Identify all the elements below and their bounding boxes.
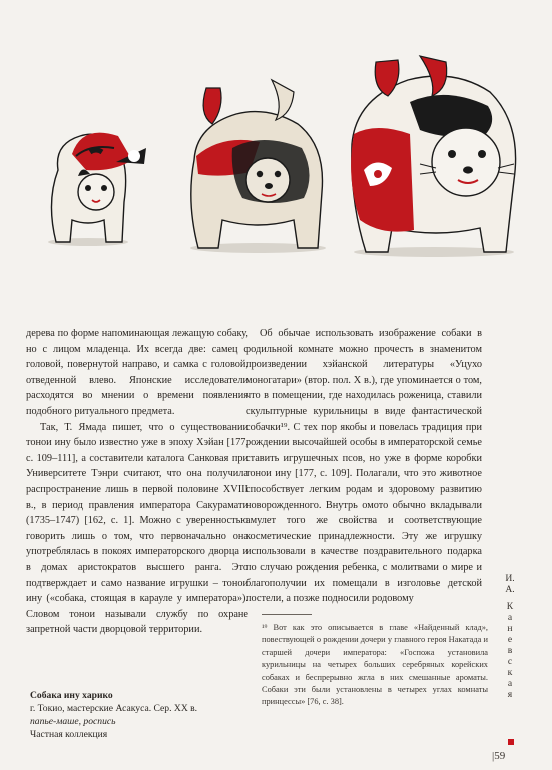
middle-dog-figure	[190, 80, 326, 253]
left-paragraph-2: Так, Т. Ямада пишет, что о существовании тонои ину было известно уже в эпоху Хэйан [177, с. 109–111], а составители каталога Санковая при Университете Тэнри считают, что она получила распространение лишь в первой половине XVIII в., в период правления императора Сакурамати (1735–1747) [162, с. 1]. Можно с уверенностью говорить лишь о том, что первоначально она употреблялась в покоях императорского дворца и в домах аристократов высшего ранга. Это подтверждает и само название игрушки – тонои ину («собака, стоящая в карауле у императора»). Словом тонои называли службу по охране запретной части дворцовой территории.	[26, 421, 248, 636]
inu-hariko-photo	[36, 52, 524, 270]
author-initial: И.	[505, 573, 515, 584]
author-letter: к	[507, 667, 513, 678]
left-paragraph-1: дерева по форме напоминающая лежащую собаку, но с лицом младенца. Их всегда две: самец с головой, повернутой направо, и самка с головой, отведенной влево. Японские исследователи расходятся во мнении о времени появления подобного ритуального предмета.	[26, 328, 248, 417]
figure-caption	[30, 689, 250, 741]
author-letter: а	[507, 678, 513, 689]
caption-origin: г. Токио, мастерские Асакуса. Сер. XX в.	[30, 703, 198, 714]
running-head-author	[498, 573, 522, 700]
footnote-19: ¹⁹ Вот как это описывается в главе «Найденный клад», повествующей о рождении дочери у главного героя Накатада и старшей дочери императора: «Госпожа установила курильницы на четырех больших серебряных корейских собаках и беспрерывно жгла в них смешанные ароматы. Собаки эти были установлены в четырех углах комнаты принцессы» [76, с. 38].	[262, 623, 488, 707]
red-square-marker	[508, 739, 514, 745]
large-dog-figure	[351, 56, 516, 257]
caption-title: Собака ину харико	[30, 690, 113, 701]
right-text-column	[246, 326, 482, 607]
right-paragraph-1: Об обычае использовать изображение собаки в родильной комнате можно прочесть в знаменитом произведении хэйанской литературы «Уцухо моногатари» (втор. пол. X в.), где упоминается о том, что в помещении, где находилась роженица, ставили скульптурные курильницы в виде фантастической собачки¹⁹. С тех пор якобы и повелась традиция при рождении высочайшей особы в императорской семье ставить игрушечных псов, но уже в форме коробки тонои ину [177, с. 109]. Полагали, что это животное способствует легким родам и здоровому развитию новорожденного. Внутрь омото обычно вкладывали амулет того же свойства и соответствующие косметические принадлежности. Эту же игрушку использовали в качестве поздравительного подарка по случаю рождения ребенка, с молитвами о мире и благополучии их помещали в изголовье детской постели, а позже подносили родовому	[246, 328, 482, 605]
author-letter: н	[507, 623, 513, 634]
footnote-divider	[262, 614, 312, 615]
author-letter: а	[507, 612, 513, 623]
page-number-value: 59	[494, 750, 506, 762]
left-text-column	[26, 326, 248, 638]
author-initial: А.	[505, 584, 515, 595]
author-letter: е	[507, 634, 513, 645]
author-letter: с	[507, 656, 513, 667]
page-number: |59	[492, 750, 506, 762]
caption-material: папье-маше, роспись	[30, 716, 116, 727]
author-letter: я	[507, 689, 513, 700]
author-letter: К	[506, 601, 514, 612]
small-dog-figure	[48, 133, 146, 246]
author-letter: в	[507, 645, 513, 656]
caption-collection: Частная коллекция	[30, 729, 108, 740]
